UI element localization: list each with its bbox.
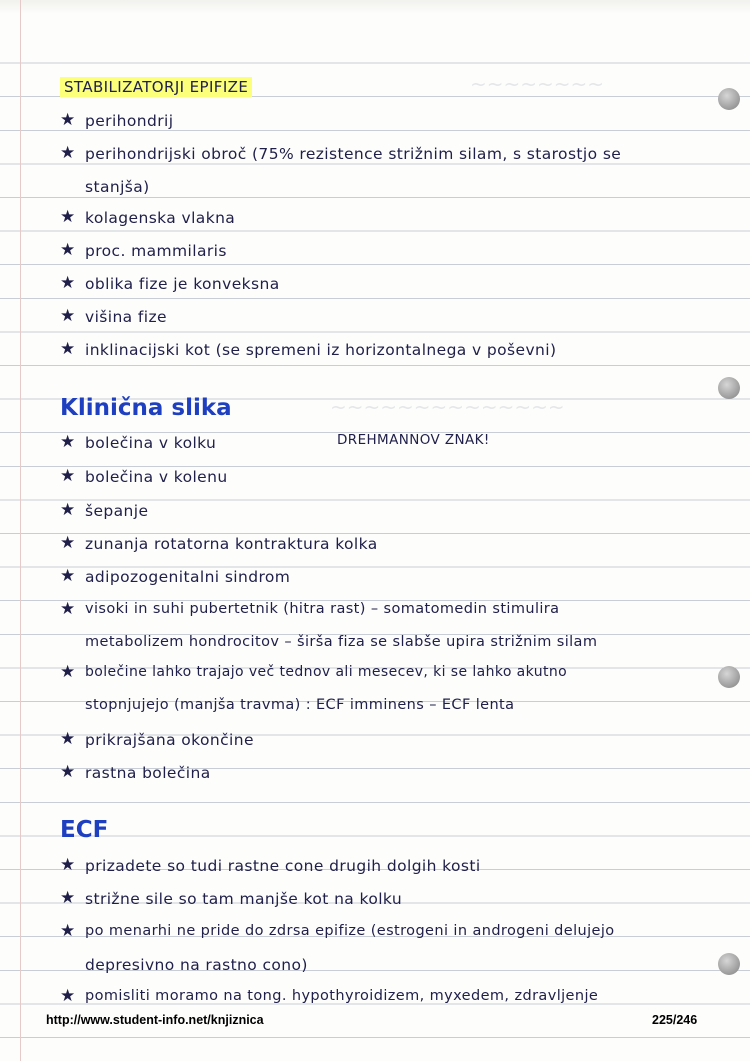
bullet-star-icon: ★ bbox=[60, 432, 76, 452]
list-item: bolečina v kolku bbox=[85, 434, 217, 452]
bullet-star-icon: ★ bbox=[60, 599, 76, 619]
list-item-continuation: stanjša) bbox=[85, 178, 150, 196]
list-item: šepanje bbox=[85, 502, 149, 520]
section-heading-clinical: Klinična slika bbox=[60, 395, 232, 421]
list-item-continuation: depresivno na rastno cono) bbox=[85, 956, 308, 974]
list-item: visoki in suhi pubertetnik (hitra rast) – somatomedin stimulira bbox=[85, 601, 560, 617]
list-item: perihondrij bbox=[85, 112, 174, 130]
list-item: višina fize bbox=[85, 308, 167, 326]
bullet-star-icon: ★ bbox=[60, 143, 76, 163]
page-number: 225/246 bbox=[652, 1013, 698, 1027]
bleed-through: ~~~~~~~~ bbox=[470, 72, 605, 96]
side-note: DREHMANNOV ZNAK! bbox=[337, 432, 490, 448]
binder-hole bbox=[718, 953, 740, 975]
list-item: oblika fize je konveksna bbox=[85, 275, 280, 293]
footer-url: http://www.student-info.net/knjiznica bbox=[46, 1013, 264, 1027]
list-item: proc. mammilaris bbox=[85, 242, 227, 260]
list-item: po menarhi ne pride do zdrsa epifize (estrogeni in androgeni delujejo bbox=[85, 923, 615, 939]
binder-hole bbox=[718, 377, 740, 399]
bullet-star-icon: ★ bbox=[60, 500, 76, 520]
bullet-star-icon: ★ bbox=[60, 273, 76, 293]
binder-hole bbox=[718, 88, 740, 110]
bullet-star-icon: ★ bbox=[60, 533, 76, 553]
list-item-continuation: metabolizem hondrocitov – širša fiza se slabše upira strižnim silam bbox=[85, 634, 598, 650]
margin-line bbox=[20, 0, 21, 1061]
page-top-edge bbox=[0, 0, 750, 14]
bullet-star-icon: ★ bbox=[60, 662, 76, 682]
bleed-through: ~~~~~~~~~~~~~~ bbox=[330, 395, 565, 419]
list-item: strižne sile so tam manjše kot na kolku bbox=[85, 890, 403, 908]
bullet-star-icon: ★ bbox=[60, 986, 76, 1006]
bullet-star-icon: ★ bbox=[60, 207, 76, 227]
bullet-star-icon: ★ bbox=[60, 110, 76, 130]
list-item: prikrajšana okončine bbox=[85, 731, 254, 749]
list-item: pomisliti moramo na tong. hypothyroidizem, myxedem, zdravljenje bbox=[85, 988, 599, 1004]
list-item: perihondrijski obroč (75% rezistence strižnim silam, s starostjo se bbox=[85, 145, 622, 163]
bullet-star-icon: ★ bbox=[60, 888, 76, 908]
bullet-star-icon: ★ bbox=[60, 729, 76, 749]
list-item: bolečina v kolenu bbox=[85, 468, 228, 486]
list-item: rastna bolečina bbox=[85, 764, 211, 782]
list-item: prizadete so tudi rastne cone drugih dolgih kosti bbox=[85, 857, 481, 875]
list-item: kolagenska vlakna bbox=[85, 209, 236, 227]
binder-hole bbox=[718, 666, 740, 688]
bullet-star-icon: ★ bbox=[60, 762, 76, 782]
list-item-continuation: stopnjujejo (manjša travma) : ECF imminens – ECF lenta bbox=[85, 697, 515, 713]
bullet-star-icon: ★ bbox=[60, 466, 76, 486]
bullet-star-icon: ★ bbox=[60, 566, 76, 586]
bullet-star-icon: ★ bbox=[60, 240, 76, 260]
bullet-star-icon: ★ bbox=[60, 855, 76, 875]
list-item: zunanja rotatorna kontraktura kolka bbox=[85, 535, 378, 553]
bullet-star-icon: ★ bbox=[60, 921, 76, 941]
section-heading-ecf: ECF bbox=[60, 817, 109, 843]
list-item: adipozogenitalni sindrom bbox=[85, 568, 291, 586]
bullet-star-icon: ★ bbox=[60, 339, 76, 359]
bullet-star-icon: ★ bbox=[60, 306, 76, 326]
list-item: bolečine lahko trajajo več tednov ali mesecev, ki se lahko akutno bbox=[85, 664, 568, 680]
list-item: inklinacijski kot (se spremeni iz horizontalnega v poševni) bbox=[85, 341, 557, 359]
stabilizers-heading: STABILIZATORJI EPIFIZE bbox=[60, 78, 252, 96]
